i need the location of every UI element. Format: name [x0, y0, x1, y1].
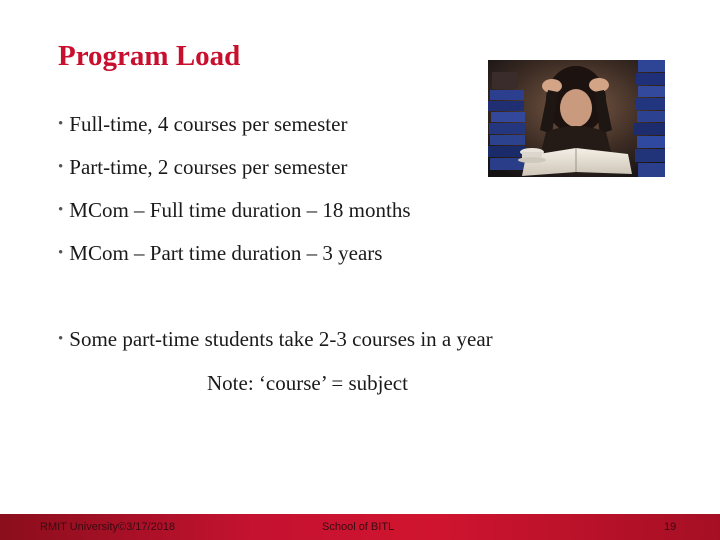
bullet-dot-icon: • [58, 331, 64, 347]
bullet-dot-icon: • [58, 202, 64, 218]
bullet-item: • Part-time, 2 courses per semester [58, 155, 348, 179]
bullet-item: • Some part-time students take 2-3 courses in a year [58, 327, 493, 351]
slide-title: Program Load [58, 40, 241, 72]
bullet-item: • MCom – Part time duration – 3 years [58, 241, 383, 265]
footer-left-text: RMIT University©3/17/2018 [40, 521, 176, 533]
bullet-dot-icon: • [58, 116, 64, 132]
footer-center-text: School of BITL [322, 521, 395, 533]
student-studying-photo [488, 60, 665, 177]
bullet-item: • Full-time, 4 courses per semester [58, 112, 348, 136]
page-number: 19 [664, 521, 677, 533]
bullet-dot-icon: • [58, 245, 64, 261]
note-text: Note: ‘course’ = subject [207, 371, 408, 395]
bullet-item: • MCom – Full time duration – 18 months [58, 198, 411, 222]
footer-bar [0, 514, 720, 540]
bullet-dot-icon: • [58, 159, 64, 175]
